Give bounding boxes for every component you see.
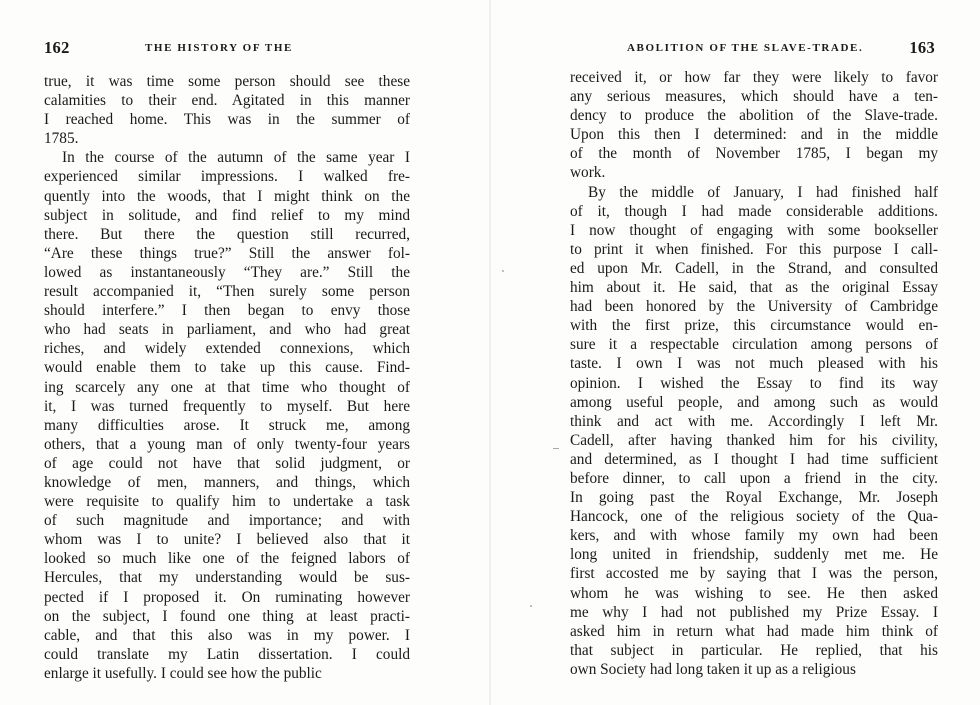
- text-line: with the first prize, this circumstance would en-: [570, 317, 938, 335]
- right-page-number: 163: [909, 38, 935, 57]
- text-line: of age could not have that solid judgment, or: [44, 454, 410, 472]
- text-line: riches, and widely extended connexions, which: [44, 340, 410, 358]
- text-line: of it, though I had made considerable additions.: [570, 202, 938, 220]
- text-line: any serious measures, which should have a ten-: [570, 88, 938, 106]
- left-running-header: [44, 38, 410, 60]
- text-line: Cadell, after having thanked him for his civility,: [570, 431, 938, 449]
- text-line: own Society had long taken it up as a religious: [570, 660, 856, 678]
- text-line: had been honored by the University of Cambridge: [570, 298, 938, 316]
- left-page-text: [44, 72, 410, 683]
- text-line: before dinner, to call upon a friend in the city.: [570, 469, 938, 487]
- text-line: and determined, as I thought I had time sufficient: [570, 450, 938, 468]
- text-line: By the middle of January, I had finished half: [588, 183, 938, 201]
- text-line: lowed as instantaneously “They are.” Still the: [44, 263, 410, 281]
- left-running-head: THE HISTORY OF THE: [145, 42, 293, 54]
- text-line: there. But there the question still recurred,: [44, 225, 410, 243]
- text-line: on the subject, I found one thing at least practi-: [44, 607, 410, 625]
- right-running-header: [578, 38, 938, 60]
- text-line: Hercules, that my understanding would be sus-: [44, 569, 410, 587]
- text-line: should interfere.” I then began to envy those: [44, 302, 410, 320]
- text-line: among useful people, and among such as would: [570, 393, 938, 411]
- text-line: think and act with me. Accordingly I left Mr.: [570, 412, 938, 430]
- text-line: sure it a respectable circulation among persons of: [570, 336, 938, 354]
- text-line: many difficulties arose. It struck me, among: [44, 416, 410, 434]
- text-line: him about it. He said, that as the original Essay: [570, 279, 938, 297]
- right-running-head: ABOLITION OF THE SLAVE-TRADE.: [627, 42, 864, 54]
- text-line: “Are these things true?” Still the answer fol-: [44, 244, 410, 262]
- text-line: that subject in particular. He replied, that his: [570, 641, 938, 659]
- right-page-text: [570, 68, 938, 679]
- text-line: true, it was time some person should see these: [44, 73, 410, 90]
- text-line: who had seats in parliament, and who had great: [44, 321, 410, 339]
- text-line: asked him in return what had made him think of: [570, 622, 938, 640]
- text-line: of the month of November 1785, I began my: [570, 145, 938, 163]
- text-line: me why I had not published my Prize Essay. I: [570, 603, 938, 621]
- text-line: ing scarcely any one at that time who thought of: [44, 378, 410, 396]
- text-line: of such magnitude and importance; and with: [44, 512, 410, 530]
- text-line: quently into the woods, that I might think on the: [44, 187, 410, 205]
- text-line: In going past the Royal Exchange, Mr. Joseph: [570, 489, 938, 507]
- text-line: could translate my Latin dissertation. I could: [44, 645, 410, 663]
- right-page: [490, 0, 980, 705]
- text-line: opinion. I wished the Essay to find its way: [570, 374, 938, 392]
- text-line: 1785.: [44, 130, 79, 148]
- speck-mark: [530, 605, 532, 607]
- text-line: cable, and that this also was in my power. I: [44, 626, 410, 644]
- speck-mark: [502, 270, 504, 272]
- text-line: experienced similar impressions. I walked fre-: [44, 168, 410, 186]
- text-line: received it, or how far they were likely to favor: [570, 69, 938, 86]
- text-line: kers, and with whose family my own had been: [570, 527, 938, 545]
- speck-mark: [553, 448, 559, 449]
- text-line: to print it when finished. For this purpose I call-: [570, 240, 938, 258]
- text-line: long united in friendship, suddenly met me. He: [570, 546, 938, 564]
- text-line: result accompanied it, “Then surely some person: [44, 283, 410, 301]
- text-line: enlarge it usefully. I could see how the public: [44, 664, 322, 682]
- left-page-number: 162: [44, 38, 70, 57]
- text-line: dency to produce the abolition of the Slave-trade.: [570, 107, 938, 125]
- text-line: In the course of the autumn of the same year I: [62, 149, 410, 167]
- text-line: work.: [570, 164, 606, 182]
- text-line: would enable them to take up this cause. Find-: [44, 359, 410, 377]
- text-line: pected if I proposed it. On ruminating however: [44, 588, 410, 606]
- text-line: whom he was wishing to see. He then asked: [570, 584, 938, 602]
- text-line: looked so much like one of the feigned labors of: [44, 550, 410, 568]
- text-line: ed upon Mr. Cadell, in the Strand, and consulted: [570, 259, 938, 277]
- text-line: subject in solitude, and find relief to my mind: [44, 206, 410, 224]
- text-line: were requisite to qualify him to undertake a task: [44, 493, 410, 511]
- text-line: it, I was turned frequently to myself. But here: [44, 397, 410, 415]
- text-line: I reached home. This was in the summer of: [44, 111, 410, 129]
- text-line: whom was I to unite? I believed also that it: [44, 531, 410, 549]
- text-line: calamities to their end. Agitated in this manner: [44, 92, 410, 110]
- text-line: taste. I own I was not much pleased with his: [570, 355, 938, 373]
- text-line: first accosted me by saying that I was the person,: [570, 565, 938, 583]
- text-line: knowledge of men, manners, and things, which: [44, 473, 410, 491]
- text-line: Hancock, one of the religious society of the Qua-: [570, 508, 938, 526]
- text-line: others, that a young man of only twenty-four years: [44, 435, 410, 453]
- text-line: Upon this then I determined: and in the middle: [570, 126, 938, 144]
- text-line: I now thought of engaging with some bookseller: [570, 221, 938, 239]
